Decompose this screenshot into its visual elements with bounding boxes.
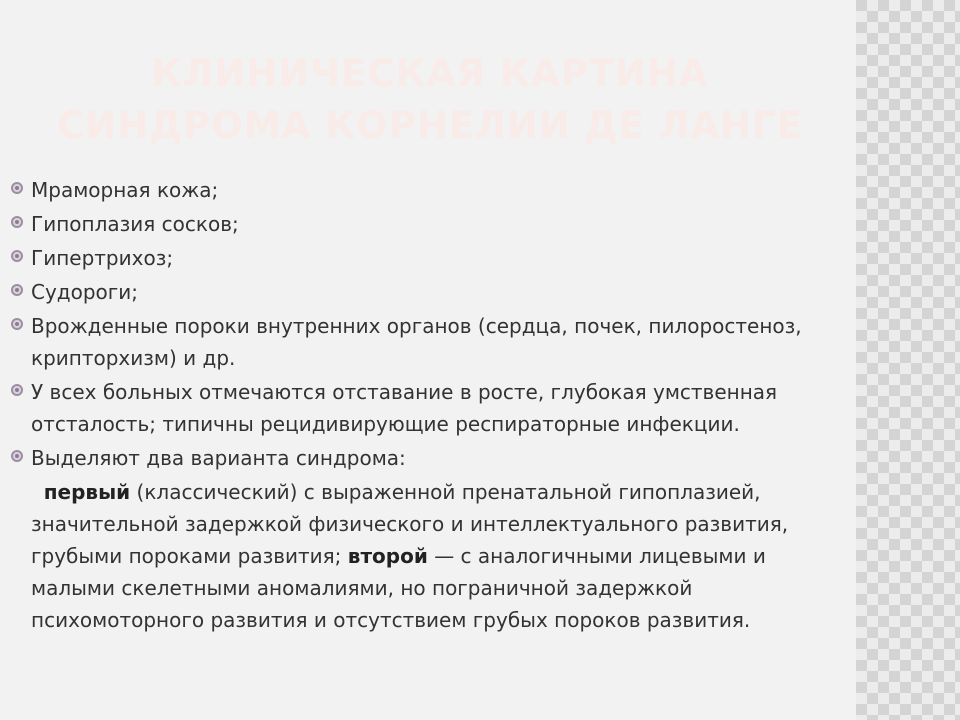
list-item-text: Гипоплазия сосков; <box>31 212 239 236</box>
list-item-text: Мраморная кожа; <box>31 178 219 202</box>
bullet-circle-icon <box>11 384 23 396</box>
bullet-circle-icon <box>11 216 23 228</box>
syndrome-variants-paragraph <box>10 476 840 636</box>
list-item-text: Выделяют два варианта синдрома: <box>31 446 406 470</box>
list-item-text: Гипертрихоз; <box>31 246 174 270</box>
title-line-1: КЛИНИЧЕСКАЯ КАРТИНА <box>151 52 709 95</box>
bullet-circle-icon <box>11 250 23 262</box>
list-item-text: Врожденные пороки внутренних органов (сердца, почек, пилоростеноз, крипторхизм) и др. <box>31 314 802 370</box>
bullet-circle-icon <box>11 318 23 330</box>
list-item <box>10 242 840 274</box>
first-variant-term: первый <box>43 480 131 504</box>
list-item <box>10 376 840 440</box>
bullet-circle-icon <box>11 284 23 296</box>
list-item-text: У всех больных отмечаются отставание в росте, глубокая умственная отсталость; типичны рецидивирующие респираторные инфекции. <box>31 380 778 436</box>
slide-title <box>20 48 840 152</box>
second-variant-text: — с аналогичными лицевыми и малыми скелетными аномалиями, но пограничной задержкой психомоторного развития и отсутствием грубых пороков развития. <box>31 544 766 632</box>
second-variant-term: второй <box>347 544 428 568</box>
list-item <box>10 310 840 374</box>
list-item <box>10 442 840 474</box>
list-item <box>10 208 840 240</box>
bullet-list <box>10 174 840 636</box>
list-item <box>10 174 840 206</box>
first-variant-text: (классический) с выраженной пренатальной гипоплазией, значительной задержкой физического и интеллектуального развития, грубыми пороками развития; <box>31 480 789 568</box>
bullet-circle-icon <box>11 182 23 194</box>
title-line-2: СИНДРОМА КОРНЕЛИИ ДЕ ЛАНГЕ <box>57 104 803 147</box>
indent <box>31 480 44 504</box>
bullet-circle-icon <box>11 450 23 462</box>
decorative-side-pattern <box>856 0 960 720</box>
list-item <box>10 276 840 308</box>
list-item-text: Судороги; <box>31 280 139 304</box>
